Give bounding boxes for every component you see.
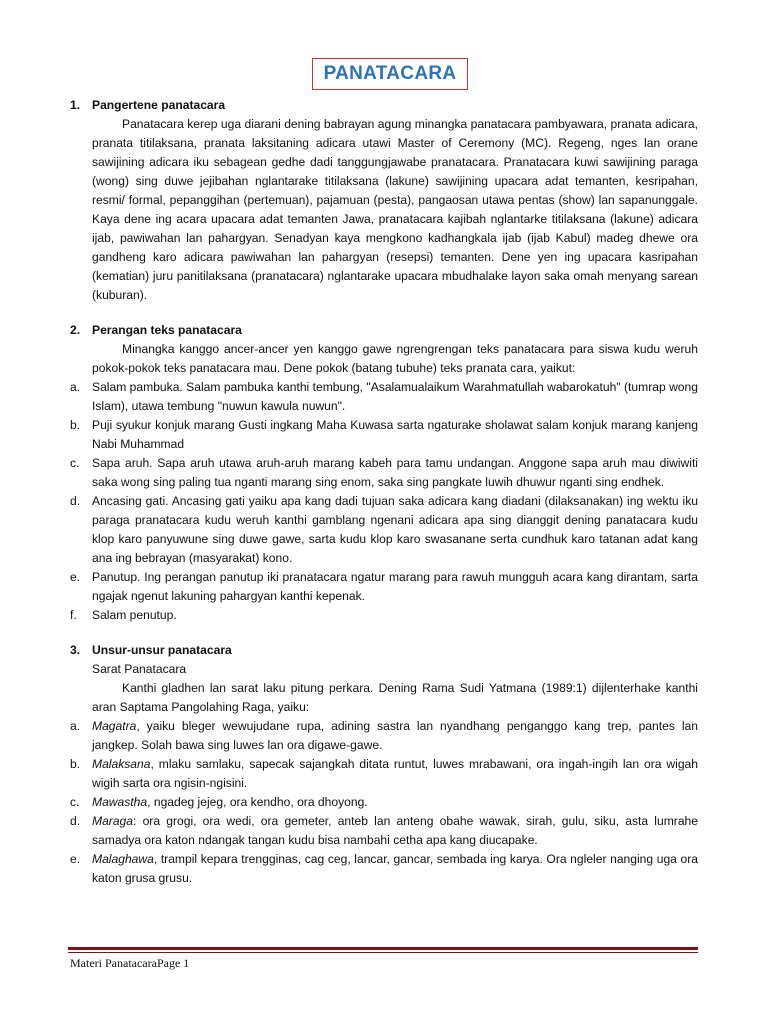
list-text-body: Sapa aruh. Sapa aruh utawa aruh-aruh marang kabeh para tamu undangan. Anggone sapa aruh mau diwiwiti saka wong sing paling tua nganti marang sing enom, saka sing pangkate luwih dhuwur nganti sing endhek. <box>92 456 698 489</box>
sub-label: Sarat Panatacara <box>92 662 187 676</box>
list-text <box>92 568 698 606</box>
list-letter: f. <box>70 608 77 622</box>
list-text <box>92 416 698 454</box>
list-text <box>92 454 698 492</box>
section-perangan <box>70 321 698 625</box>
list-item <box>70 378 698 416</box>
title-box <box>312 58 468 90</box>
list-letter: b. <box>70 757 81 771</box>
list-text <box>92 717 698 755</box>
list-text-body: , yaiku bleger wewujudane rupa, adining sastra lan nyandhang penganggo kang trep, pantes lan jangkep. Solah bawa sing luwes lan ora digawe-gawe. <box>92 719 698 752</box>
list-item <box>70 492 698 568</box>
list-text <box>92 793 698 812</box>
section-number: 2. <box>70 323 81 337</box>
sarat-list <box>70 717 698 888</box>
list-text <box>92 812 698 850</box>
list-letter: e. <box>70 852 81 866</box>
list-text-body: Ancasing gati. Ancasing gati yaiku apa kang dadi tujuan saka adicara kang diadani (dilaksanakan) ing wektu iku paraga pranatacara kudu weruh kanthi gamblang ngenani adicara apa sing dianggit dening panatacara kudu klop karo panyuwune sing duwe gawe, sarta kudu klop karo swasanane serta cundhuk karo tatanan adat kang ana ing bebrayan (masyarakat) kono. <box>92 494 698 565</box>
list-letter: c. <box>70 795 80 809</box>
list-term: Maraga <box>92 814 134 828</box>
document-body <box>70 96 698 888</box>
section-body <box>70 115 698 305</box>
section-pangertene <box>70 96 698 305</box>
list-text-body: Puji syukur konjuk marang Gusti ingkang Maha Kuwasa sarta ngaturake sholawat salam konjuk marang kanjeng Nabi Muhammad <box>92 418 698 451</box>
list-term: Magatra <box>92 719 137 733</box>
list-text-body: : ora grogi, ora wedi, ora gemeter, anteb lan anteng obahe wawak, sirah, gulu, siku, asta lumrahe samadya ora katon ndangak tangan kudu bisa nambahi cetha apa kang diucapake. <box>92 814 698 847</box>
section-number: 3. <box>70 643 81 657</box>
footer-divider <box>68 947 698 953</box>
section-body <box>70 340 698 625</box>
section-number: 1. <box>70 98 81 112</box>
page-footer: Materi PanatacaraPage 1 <box>70 956 190 970</box>
list-item <box>70 793 698 812</box>
list-letter: c. <box>70 456 80 470</box>
paragraph: Minangka kanggo ancer-ancer yen kanggo gawe ngrengrengan teks panatacara para siswa kudu weruh pokok-pokok teks panatacara mau. Dene pokok (batang tubuhe) teks pranata cara, yaikut: <box>92 342 698 375</box>
list-text <box>92 606 698 625</box>
section-heading <box>70 96 698 115</box>
list-term: Malaghawa <box>92 852 154 866</box>
list-letter: d. <box>70 494 81 508</box>
list-text <box>92 378 698 416</box>
list-term: Malaksana <box>92 757 151 771</box>
list-text-body: , ngadeg jejeg, ora kendho, ora dhoyong. <box>147 795 368 809</box>
list-item <box>70 568 698 606</box>
section-body <box>70 660 698 888</box>
list-item <box>70 717 698 755</box>
section-title: Unsur-unsur panatacara <box>92 643 232 657</box>
footer-rule-thin <box>68 952 698 953</box>
list-item <box>70 606 698 625</box>
page-title: PANATACARA <box>323 63 457 84</box>
list-item <box>70 416 698 454</box>
section-title: Perangan teks panatacara <box>92 323 242 337</box>
list-text-body: , mlaku samlaku, sapecak sajangkah ditata runtut, luwes mrabawani, ora ingah-ingih lan ora wigah wigih sarta ora ngisin-ngisini. <box>92 757 698 790</box>
list-item <box>70 454 698 492</box>
list-text <box>92 850 698 888</box>
list-text-body: Salam penutup. <box>92 608 177 622</box>
section-heading <box>70 641 698 660</box>
list-letter: d. <box>70 814 81 828</box>
list-letter: a. <box>70 380 81 394</box>
section-unsur <box>70 641 698 888</box>
list-text <box>92 492 698 568</box>
list-item <box>70 850 698 888</box>
list-text <box>92 755 698 793</box>
perangan-list <box>70 378 698 625</box>
section-title: Pangertene panatacara <box>92 98 226 112</box>
section-heading <box>70 321 698 340</box>
list-text-body: Salam pambuka. Salam pambuka kanthi tembung, "Asalamualaikum Warahmatullah wabarokatuh" (tumrap wong Islam), utawa tembung "nuwun kawula nuwun". <box>92 380 698 413</box>
list-letter: a. <box>70 719 81 733</box>
paragraph: Panatacara kerep uga diarani dening babrayan agung minangka panatacara pambyawara, pranata adicara, pranata titilaksana, pranata laksitaning adicara utawi Master of Ceremony (MC). Regeng, nges lan orane sawijining adicara iku sebagean gedhe dadi tanggungjawabe pranatacara. Pranatacara kuwi sawijining paraga (wong) sing duwe jejibahan nglantarake titilaksana (lakune) sawijining upacara adat temanten, kesripahan, resmi/ formal, pepanggihan (pertemuan), pajamuan (pesta), pangaosan utawa pentas (show) lan sapanunggale. Kaya dene ing acara upacara adat temanten Jawa, pranatacara kajibah nglantarke titilaksana (lakune) adicara ijab, pawiwahan lan pahargyan. Senadyan kaya mengkono kadhangkala ijab (ijab Kabul) madeg dhewe ora gandheng karo adicara pawiwahan lan pahargyan (resepsi) temanten. Dene yen ing upacara kasripahan (kematian) juru panitilaksana (pranatacara) nglantarake upacara mbudhalake layon saka omah menyang sarean (kuburan). <box>92 117 698 302</box>
list-text-body: , trampil kepara trengginas, cag ceg, lancar, gancar, sembada ing karya. Ora ngleler nanging uga ora katon grusa grusu. <box>92 852 698 885</box>
list-letter: e. <box>70 570 81 584</box>
list-letter: b. <box>70 418 81 432</box>
list-item <box>70 812 698 850</box>
paragraph: Kanthi gladhen lan sarat laku pitung perkara. Dening Rama Sudi Yatmana (1989:1) dijlenterhake kanthi aran Saptama Pangolahing Raga, yaiku: <box>92 681 698 714</box>
list-item <box>70 755 698 793</box>
list-term: Mawastha <box>92 795 148 809</box>
list-text-body: Panutup. Ing perangan panutup iki pranatacara ngatur marang para rawuh mungguh acara kang dirantam, sarta ngajak ngenut lakuning pahargyan kanthi kepenak. <box>92 570 698 603</box>
